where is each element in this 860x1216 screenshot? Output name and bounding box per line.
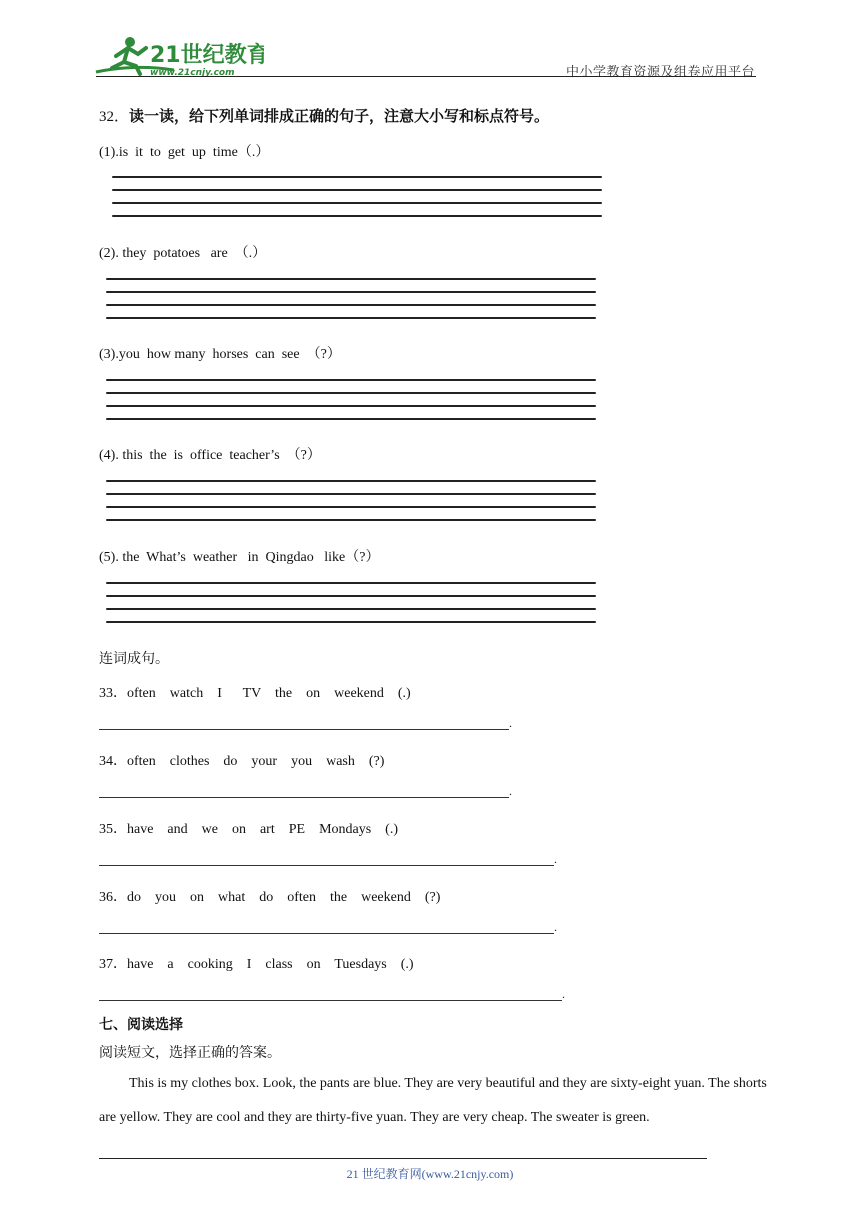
- q32-writing-lines-1[interactable]: [112, 176, 602, 222]
- question-instruction: 读一读，给下列单词排成正确的句子，注意大小写和标点符号。: [129, 107, 550, 125]
- answer-line-33[interactable]: [99, 729, 509, 730]
- question-34: 34．often clothes do your you wash (?): [99, 754, 385, 769]
- section-7-instruction: 阅读短文，选择正确的答案。: [99, 1045, 281, 1061]
- answer-line-34[interactable]: [99, 797, 509, 798]
- q32-writing-lines-2[interactable]: [106, 278, 596, 324]
- platform-name: 中小学教育资源及组卷应用平台: [565, 64, 755, 79]
- question-35: 35．have and we on art PE Mondays (.): [99, 822, 399, 837]
- svg-text:21世纪教育: 21世纪教育: [150, 43, 264, 68]
- question-36: 36．do you on what do often the weekend (?): [99, 890, 441, 905]
- q32-item-4: (4). this the is office teacher’s （?）: [99, 448, 321, 463]
- question-37: 37．have a cooking I class on Tuesdays (.): [99, 957, 414, 972]
- q32-writing-lines-3[interactable]: [106, 379, 596, 425]
- reading-passage: This is my clothes box. Look, the pants are blue. They are very beautiful and they are sixty-eight yuan. The shorts are yellow. They are cool and they are thirty-five yuan. They are very cheap. The sweater is green.: [99, 1076, 767, 1125]
- question-number: 32．: [99, 109, 130, 125]
- q32-item-5: (5). the What’s weather in Qingdao like（?）: [99, 550, 380, 565]
- answer-line-37[interactable]: [99, 1000, 562, 1001]
- section-7-title: 七、阅读选择: [99, 1017, 183, 1033]
- answer-period: .: [509, 716, 512, 730]
- site-logo: [94, 34, 264, 78]
- answer-period: .: [554, 920, 557, 934]
- q32-item-1: (1).is it to get up time（.）: [99, 145, 270, 160]
- question-33: 33．often watch I TV the on weekend (.): [99, 686, 411, 701]
- answer-line-35[interactable]: [99, 865, 554, 866]
- runner-logo-icon: [94, 34, 264, 78]
- q32-item-2: (2). they potatoes are （.）: [99, 246, 267, 261]
- question-32-title: [99, 105, 549, 126]
- q32-writing-lines-4[interactable]: [106, 480, 596, 526]
- q32-writing-lines-5[interactable]: [106, 582, 596, 628]
- q32-item-3: (3).you how many horses can see （?）: [99, 347, 341, 362]
- answer-period: .: [562, 987, 565, 1001]
- section-note: 连词成句。: [99, 651, 169, 667]
- header-divider: [96, 76, 756, 77]
- answer-line-36[interactable]: [99, 933, 554, 934]
- svg-text:www.21cnjy.com: www.21cnjy.com: [150, 68, 235, 78]
- answer-period: .: [554, 852, 557, 866]
- footer-source[interactable]: 21 世纪教育网(www.21cnjy.com): [346, 1167, 514, 1181]
- footer-divider: [99, 1158, 707, 1159]
- answer-period: .: [509, 784, 512, 798]
